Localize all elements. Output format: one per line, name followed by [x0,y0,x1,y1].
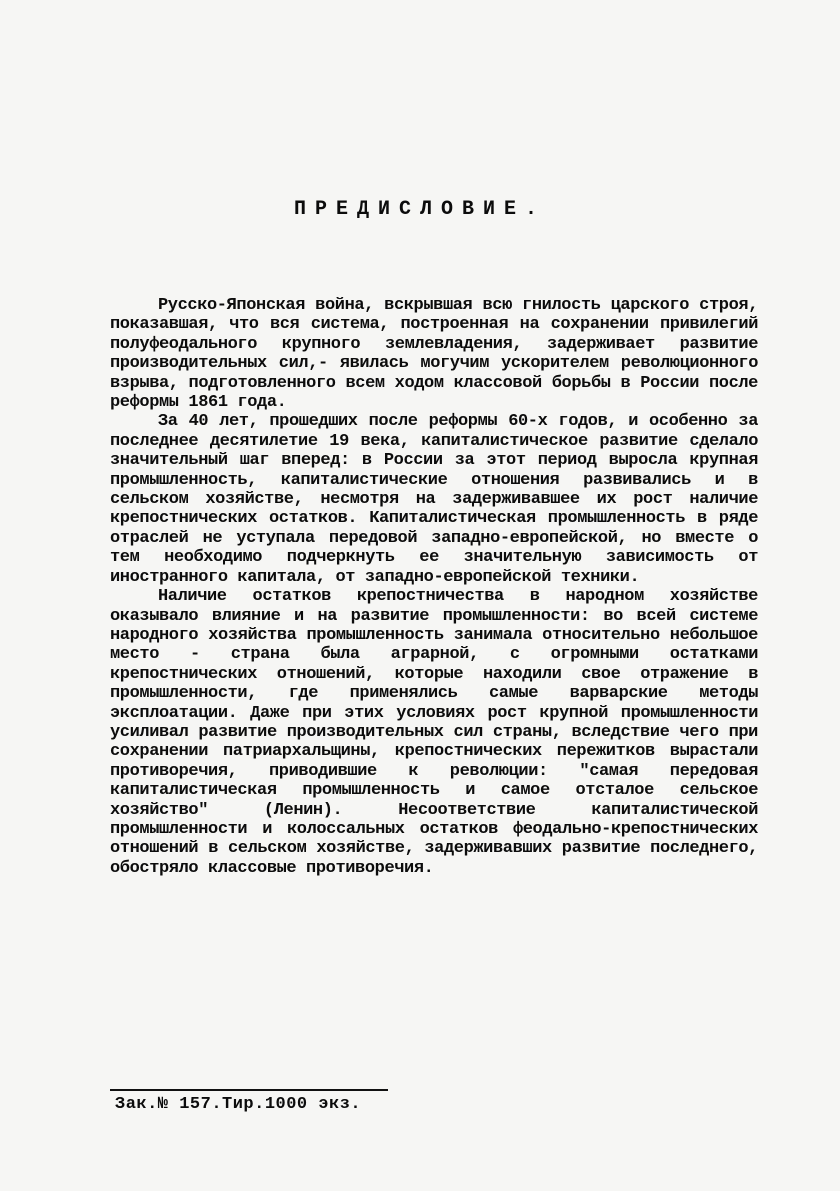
paragraph-3: Наличие остатков крепостничества в народном хозяйстве оказывало влияние и на развитие промышленности: во всей системе народного хозяйства промышленность занимала относительно небольшое место - страна была аграрной, с огромными остатками крепостнических отношений, которые находили свое отражение в промышленности, где применялись самые варварские методы эксплоатации. Даже при этих условиях рост крупной промышленности усиливал развитие производительных сил страны, вследствие чего при сохранении патриархальщины, крепостнических пережитков вырастали противоречия, приводившие к революции: "самая передовая капиталистическая промышленность и самое отсталое сельское хозяйство" (Ленин). Несоответствие капиталистической промышленности и колоссальных остатков феодально-крепостнических отношений в сельском хозяйстве, задерживавших развитие последнего, обостряло классовые противоречия. [110,587,758,878]
footnote-divider [110,1089,388,1091]
paragraph-2: За 40 лет, прошедших после реформы 60-х годов, и особенно за последнее десятилетие 19 века, капиталистическое развитие сделало значительный шаг вперед: в России за этот период выросла крупная промышленность, капиталистические отношения развивались и в сельском хозяйстве, несмотря на задерживавшее их рост наличие крепостнических остатков. Капиталистическая промышленность в ряде отраслей не уступала передовой западно-европейской, но вместе о тем необходимо подчеркнуть ее значительную зависимость от иностранного капитала, от западно-европейской техники. [110,412,758,587]
page-title: ПРЕДИСЛОВИЕ. [293,198,547,221]
paragraph-1: Русско-Японская война, вскрывшая всю гнилость царского строя, показавшая, что вся система, построенная на сохранении привилегий полуфеодального крупного землевладения, задерживает развитие производительных сил,- явилась могучим ускорителем революционного взрыва, подготовленного всем ходом классовой борьбы в России после реформы 1861 года. [110,296,758,413]
print-run-note: Зак.№ 157.Тир.1000 экз. [115,1095,362,1114]
document-body [110,296,758,878]
